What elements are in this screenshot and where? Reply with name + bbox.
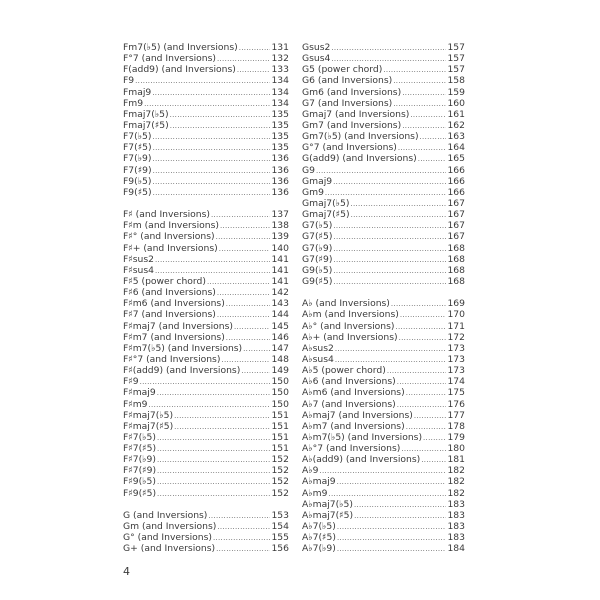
- toc-entry-page: 136: [271, 153, 289, 165]
- toc-entry-title: F♯ (and Inversions): [123, 209, 210, 221]
- toc-entry: [123, 510, 289, 521]
- toc-entry-title: A♭°7 (and Inversions): [302, 443, 401, 455]
- toc-entry-page: 135: [271, 108, 289, 120]
- toc-entry: [123, 309, 289, 320]
- toc-entry-page: 134: [271, 75, 289, 87]
- toc-entry-page: 136: [271, 175, 289, 187]
- toc-entry-title: F♯6 (and Inversions): [123, 287, 216, 299]
- toc-entry-title: A♭maj9: [302, 476, 336, 488]
- toc-entry: [302, 209, 465, 220]
- toc-entry-title: A♭m6 (and Inversions): [302, 387, 405, 399]
- toc-entry-page: 179: [447, 431, 465, 443]
- toc-entry: [123, 75, 289, 86]
- toc-entry-page: 135: [271, 119, 289, 131]
- toc-entry-title: G7(♯5): [302, 231, 333, 243]
- toc-entry-page: 167: [447, 197, 465, 209]
- toc-entry: [123, 220, 289, 231]
- toc-entry-title: Fm9: [123, 97, 144, 109]
- toc-entry: [123, 365, 289, 376]
- toc-entry: [123, 187, 289, 198]
- toc-entry-title: Gm7(♭5) (and Inversions): [302, 131, 419, 143]
- toc-entry-title: F♯° (and Inversions): [123, 231, 215, 243]
- toc-entry-page: 157: [447, 42, 465, 53]
- toc-entry: [302, 265, 465, 276]
- toc-entry-page: 159: [447, 86, 465, 98]
- toc-entry: [302, 332, 465, 343]
- toc-entry-page: 183: [447, 498, 465, 510]
- toc-entry: [123, 53, 289, 64]
- toc-entry-title: F♯maj7(♯5): [123, 420, 174, 432]
- toc-entry: [123, 387, 289, 398]
- toc-entry-title: A♭7 (and Inversions): [302, 398, 396, 410]
- toc-entry-title: F♯sus2: [123, 253, 154, 265]
- toc-entry-page: 166: [447, 175, 465, 187]
- toc-entry-title: F♯maj9: [123, 387, 156, 399]
- toc-entry-page: 135: [271, 142, 289, 154]
- toc-entry-title: A♭sus2: [302, 342, 334, 354]
- toc-entry-title: A♭sus4: [302, 353, 334, 365]
- toc-entry-title: F♯m (and Inversions): [123, 220, 219, 232]
- toc-entry: [123, 176, 289, 187]
- toc-entry-page: 141: [271, 275, 289, 287]
- toc-entry: [302, 142, 465, 153]
- toc-entry: [302, 120, 465, 131]
- toc-entry: [123, 64, 289, 75]
- toc-entry: [123, 131, 289, 142]
- toc-entry: [302, 75, 465, 86]
- toc-entry-page: 170: [447, 309, 465, 321]
- toc-entry-page: 165: [447, 153, 465, 165]
- toc-entry-title: Gm6 (and Inversions): [302, 86, 402, 98]
- toc-entry: [123, 410, 289, 421]
- toc-entry-title: A♭m9: [302, 487, 328, 499]
- toc-entry: [123, 332, 289, 343]
- toc-entry-page: 154: [271, 521, 289, 533]
- toc-entry: [123, 376, 289, 387]
- toc-entry-page: 177: [447, 409, 465, 421]
- toc-entry-page: 182: [447, 487, 465, 499]
- toc-entry: [302, 443, 465, 454]
- toc-entry: [302, 532, 465, 543]
- toc-entry-title: A♭6 (and Inversions): [302, 376, 396, 388]
- toc-entry-title: G5 (power chord): [302, 64, 383, 76]
- toc-entry-title: Gsus4: [302, 53, 331, 65]
- toc-entry-title: A♭7(♭5): [302, 521, 336, 533]
- toc-entry: [123, 153, 289, 164]
- toc-entry-title: G°7 (and Inversions): [302, 142, 397, 154]
- toc-entry-title: A♭m7(♭5) (and Inversions): [302, 431, 423, 443]
- toc-entry: [123, 87, 289, 98]
- toc-entry-page: 172: [447, 331, 465, 343]
- group-spacer: [302, 287, 465, 298]
- toc-entry: [302, 499, 465, 510]
- toc-entry-title: F♯m9: [123, 398, 148, 410]
- toc-entry-page: 151: [271, 431, 289, 443]
- toc-entry-title: A♭(add9) (and Inversions): [302, 454, 421, 466]
- toc-entry-title: F♯maj7(♭5): [123, 409, 174, 421]
- toc-entry: [302, 87, 465, 98]
- toc-entry: [302, 476, 465, 487]
- toc-entry-title: Fmaj9: [123, 86, 152, 98]
- toc-entry-title: F♯7(♭9): [123, 454, 156, 466]
- toc-entry: [302, 98, 465, 109]
- toc-entry-page: 152: [271, 487, 289, 499]
- toc-entry-page: 150: [271, 376, 289, 388]
- toc-entry-title: F♯m7 (and Inversions): [123, 331, 225, 343]
- toc-entry: [123, 98, 289, 109]
- toc-entry-page: 133: [271, 64, 289, 76]
- toc-entry: [302, 109, 465, 120]
- toc-entry: [302, 298, 465, 309]
- toc-entry-page: 183: [447, 509, 465, 521]
- toc-entry: [302, 354, 465, 365]
- toc-entry-page: 135: [271, 131, 289, 143]
- toc-entry-page: 146: [271, 331, 289, 343]
- contents-column-right: [302, 42, 465, 554]
- toc-entry: [302, 309, 465, 320]
- toc-entry-title: F♯5 (power chord): [123, 275, 206, 287]
- toc-entry: [302, 198, 465, 209]
- toc-entry-page: 142: [271, 287, 289, 299]
- toc-entry: [302, 510, 465, 521]
- toc-entry-page: 162: [447, 119, 465, 131]
- toc-entry-page: 181: [447, 454, 465, 466]
- toc-entry-page: 178: [447, 420, 465, 432]
- toc-entry-title: A♭m7 (and Inversions): [302, 420, 405, 432]
- toc-entry-title: F♯7(♯9): [123, 465, 157, 477]
- toc-entry-page: 143: [271, 298, 289, 310]
- toc-entry: [123, 165, 289, 176]
- toc-entry: [302, 432, 465, 443]
- toc-entry-title: F7(♯9): [123, 164, 152, 176]
- toc-entry-title: A♭+ (and Inversions): [302, 331, 398, 343]
- toc-entry-page: 176: [447, 398, 465, 410]
- toc-entry-title: Gmaj7 (and Inversions): [302, 108, 410, 120]
- toc-entry: [123, 343, 289, 354]
- toc-entry: [302, 276, 465, 287]
- dot-leader: [333, 276, 446, 288]
- toc-entry: [302, 399, 465, 410]
- toc-entry-title: G9: [302, 164, 315, 176]
- toc-entry-title: F♯+ (and Inversions): [123, 242, 218, 254]
- toc-entry-title: F♯°7 (and Inversions): [123, 353, 221, 365]
- toc-entry-page: 136: [271, 164, 289, 176]
- toc-entry-title: G7(♭9): [302, 242, 333, 254]
- toc-entry-page: 134: [271, 86, 289, 98]
- group-spacer: [123, 499, 289, 510]
- toc-entry-page: 166: [447, 186, 465, 198]
- toc-entry-title: G+ (and Inversions): [123, 543, 216, 555]
- toc-entry: [302, 454, 465, 465]
- toc-entry: [123, 287, 289, 298]
- toc-entry-title: F(add9) (and Inversions): [123, 64, 236, 76]
- toc-entry-page: 168: [447, 253, 465, 265]
- toc-entry-title: F7(♯5): [123, 142, 152, 154]
- toc-entry-page: 147: [271, 342, 289, 354]
- toc-entry: [302, 187, 465, 198]
- toc-entry-title: G(add9) (and Inversions): [302, 153, 417, 165]
- toc-entry-page: 151: [271, 409, 289, 421]
- toc-entry-page: 174: [447, 376, 465, 388]
- toc-entry: [302, 153, 465, 164]
- toc-entry: [302, 387, 465, 398]
- toc-entry: [302, 176, 465, 187]
- toc-entry-page: 156: [271, 543, 289, 555]
- toc-entry-page: 175: [447, 387, 465, 399]
- toc-entry-page: 150: [271, 398, 289, 410]
- toc-entry-title: F7(♭9): [123, 153, 152, 165]
- toc-entry-page: 141: [271, 253, 289, 265]
- toc-entry: [302, 64, 465, 75]
- toc-entry: [123, 521, 289, 532]
- toc-entry-title: F♯7 (and Inversions): [123, 309, 216, 321]
- toc-entry-title: A♭maj7(♯5): [302, 509, 354, 521]
- dot-leader: [157, 488, 270, 500]
- toc-entry-page: 161: [447, 108, 465, 120]
- toc-entry: [302, 243, 465, 254]
- toc-entry-page: 183: [447, 521, 465, 533]
- toc-entry: [302, 165, 465, 176]
- toc-entry-page: 148: [271, 353, 289, 365]
- toc-entry: [123, 109, 289, 120]
- toc-entry-page: 158: [447, 75, 465, 87]
- toc-entry-page: 164: [447, 142, 465, 154]
- toc-entry: [123, 543, 289, 554]
- toc-entry-title: A♭maj7(♭5): [302, 498, 353, 510]
- toc-entry: [123, 443, 289, 454]
- toc-entry-page: 168: [447, 264, 465, 276]
- toc-entry-title: G° (and Inversions): [123, 532, 212, 544]
- toc-entry-page: 137: [271, 209, 289, 221]
- toc-entry-title: G6 (and Inversions): [302, 75, 393, 87]
- toc-entry: [123, 476, 289, 487]
- toc-entry-page: 167: [447, 220, 465, 232]
- toc-entry-page: 138: [271, 220, 289, 232]
- toc-entry-title: Fmaj7(♯5): [123, 119, 169, 131]
- toc-entry: [123, 142, 289, 153]
- toc-entry-title: F♯maj7 (and Inversions): [123, 320, 233, 332]
- toc-entry-title: F♯9: [123, 376, 139, 388]
- toc-entry-title: F♯9(♭5): [123, 476, 156, 488]
- toc-entry: [123, 421, 289, 432]
- toc-entry-title: Fm7(♭5) (and Inversions): [123, 42, 238, 53]
- toc-entry-title: F♯9(♯5): [123, 487, 157, 499]
- toc-entry: [123, 454, 289, 465]
- contents-column-left: [123, 42, 289, 554]
- toc-entry-title: F°7 (and Inversions): [123, 53, 216, 65]
- toc-entry-page: 132: [271, 53, 289, 65]
- toc-entry-page: 184: [447, 543, 465, 555]
- toc-entry: [123, 209, 289, 220]
- toc-entry-page: 150: [271, 387, 289, 399]
- dot-leader: [153, 187, 271, 199]
- toc-entry-page: 155: [271, 532, 289, 544]
- toc-entry-page: 183: [447, 532, 465, 544]
- toc-entry-page: 157: [447, 53, 465, 65]
- toc-entry-title: G7 (and Inversions): [302, 97, 393, 109]
- toc-entry: [123, 465, 289, 476]
- toc-entry: [302, 421, 465, 432]
- toc-entry-title: A♭7(♭9): [302, 543, 336, 555]
- toc-entry: [123, 321, 289, 332]
- toc-entry: [123, 488, 289, 499]
- toc-entry-title: Gm7 (and Inversions): [302, 119, 402, 131]
- toc-entry-page: 151: [271, 443, 289, 455]
- toc-entry-title: G (and Inversions): [123, 509, 208, 521]
- toc-entry: [302, 543, 465, 554]
- toc-entry-page: 131: [271, 42, 289, 53]
- toc-entry-title: A♭9: [302, 465, 319, 477]
- dot-leader: [216, 543, 270, 555]
- toc-entry-page: 134: [271, 97, 289, 109]
- group-spacer: [123, 198, 289, 209]
- toc-entry-page: 163: [447, 131, 465, 143]
- page-number: 4: [123, 565, 130, 578]
- toc-entry-page: 166: [447, 164, 465, 176]
- toc-entry-page: 152: [271, 476, 289, 488]
- toc-entry: [123, 243, 289, 254]
- toc-entry-page: 169: [447, 298, 465, 310]
- toc-entry-page: 167: [447, 209, 465, 221]
- toc-entry: [123, 432, 289, 443]
- toc-entry-title: Gmaj7(♭5): [302, 197, 350, 209]
- toc-entry-page: 149: [271, 365, 289, 377]
- toc-entry-title: A♭m (and Inversions): [302, 309, 399, 321]
- toc-entry-title: F♯(add9) (and Inversions): [123, 365, 241, 377]
- toc-entry-page: 167: [447, 231, 465, 243]
- toc-entry-page: 168: [447, 242, 465, 254]
- toc-entry-title: Gsus2: [302, 42, 331, 53]
- toc-entry-title: Gmaj9: [302, 175, 333, 187]
- toc-entry-page: 168: [447, 275, 465, 287]
- toc-entry: [123, 42, 289, 53]
- toc-entry: [302, 42, 465, 53]
- toc-entry: [123, 231, 289, 242]
- toc-entry-page: 136: [271, 186, 289, 198]
- toc-entry-title: F9: [123, 75, 135, 87]
- toc-entry-page: 140: [271, 242, 289, 254]
- toc-entry-page: 173: [447, 365, 465, 377]
- toc-entry: [302, 521, 465, 532]
- toc-entry-title: A♭5 (power chord): [302, 365, 386, 377]
- toc-entry-title: Fmaj7(♭5): [123, 108, 169, 120]
- toc-entry-page: 141: [271, 264, 289, 276]
- toc-entry-title: F♯sus4: [123, 264, 154, 276]
- toc-entry: [123, 254, 289, 265]
- toc-entry-title: A♭7(♯5): [302, 532, 336, 544]
- toc-entry-title: A♭° (and Inversions): [302, 320, 395, 332]
- toc-entry-title: A♭maj7 (and Inversions): [302, 409, 413, 421]
- toc-entry: [302, 488, 465, 499]
- toc-entry-title: F♯7(♯5): [123, 443, 157, 455]
- toc-entry: [302, 53, 465, 64]
- toc-entry: [302, 231, 465, 242]
- toc-entry-page: 160: [447, 97, 465, 109]
- toc-entry: [123, 399, 289, 410]
- toc-entry-title: F♯7(♭5): [123, 431, 156, 443]
- toc-entry: [302, 365, 465, 376]
- toc-entry: [123, 276, 289, 287]
- toc-entry-page: 153: [271, 509, 289, 521]
- toc-entry-page: 171: [447, 320, 465, 332]
- toc-entry: [302, 343, 465, 354]
- toc-entry: [302, 376, 465, 387]
- toc-entry-title: F♯m6 (and Inversions): [123, 298, 225, 310]
- toc-entry-page: 152: [271, 454, 289, 466]
- toc-entry: [302, 220, 465, 231]
- toc-entry-page: 144: [271, 309, 289, 321]
- toc-entry-page: 182: [447, 465, 465, 477]
- toc-entry: [123, 298, 289, 309]
- toc-entry-title: F7(♭5): [123, 131, 152, 143]
- toc-entry: [302, 465, 465, 476]
- toc-entry: [302, 410, 465, 421]
- toc-entry-page: 152: [271, 465, 289, 477]
- toc-entry: [123, 532, 289, 543]
- toc-entry: [302, 254, 465, 265]
- dot-leader: [337, 543, 447, 555]
- toc-entry-title: G7(♭5): [302, 220, 333, 232]
- toc-entry-page: 182: [447, 476, 465, 488]
- toc-entry-title: F9(♯5): [123, 186, 152, 198]
- toc-entry-title: G9(♯5): [302, 275, 333, 287]
- toc-entry-page: 180: [447, 443, 465, 455]
- toc-entry-page: 173: [447, 342, 465, 354]
- toc-entry: [123, 120, 289, 131]
- toc-entry-page: 173: [447, 353, 465, 365]
- toc-entry-title: A♭ (and Inversions): [302, 298, 390, 310]
- toc-entry: [123, 265, 289, 276]
- toc-entry-title: G7(♯9): [302, 253, 333, 265]
- toc-entry: [123, 354, 289, 365]
- toc-entry-page: 145: [271, 320, 289, 332]
- toc-entry-page: 139: [271, 231, 289, 243]
- toc-entry-title: Gmaj7(♯5): [302, 209, 350, 221]
- toc-entry: [302, 131, 465, 142]
- toc-entry: [302, 321, 465, 332]
- toc-entry-page: 151: [271, 420, 289, 432]
- toc-entry-title: F♯m7(♭5) (and Inversions): [123, 342, 243, 354]
- toc-entry-title: F9(♭5): [123, 175, 152, 187]
- toc-entry-title: Gm9: [302, 186, 324, 198]
- toc-entry-title: Gm (and Inversions): [123, 521, 217, 533]
- toc-entry-title: G9(♭5): [302, 264, 333, 276]
- toc-entry-page: 157: [447, 64, 465, 76]
